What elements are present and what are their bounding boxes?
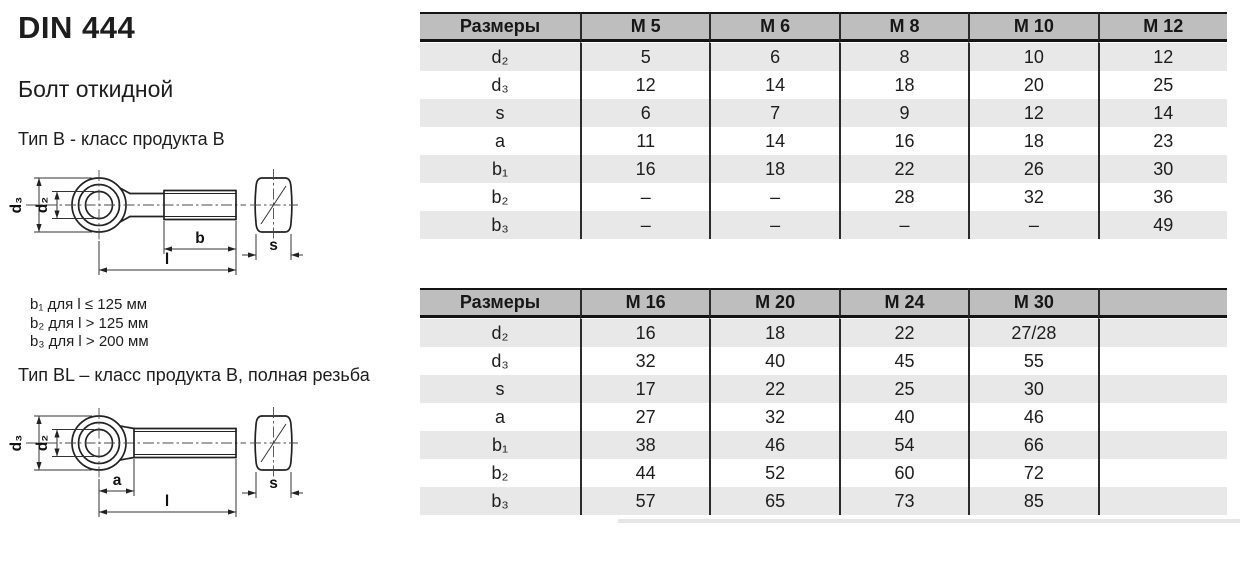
table-row: [420, 318, 1227, 347]
param-label: b₁: [420, 155, 580, 183]
page-title: DIN 444: [18, 10, 136, 45]
value-cell: 38: [580, 431, 709, 459]
column-header: M 8: [839, 12, 968, 42]
value-cell: 26: [968, 155, 1097, 183]
table-row: [420, 127, 1227, 155]
value-cell: 12: [1098, 42, 1227, 71]
param-label: d₂: [420, 318, 580, 347]
note-b2: b₂ для l > 125 мм: [30, 314, 149, 332]
value-cell: 22: [709, 375, 838, 403]
dimension-table-m5-m12: [420, 12, 1227, 239]
value-cell: 27: [580, 403, 709, 431]
param-label: a: [420, 127, 580, 155]
dim-label-l: l: [164, 251, 170, 268]
value-cell: 12: [580, 71, 709, 99]
value-cell: –: [968, 211, 1097, 239]
value-cell: 40: [839, 403, 968, 431]
value-cell: [1098, 459, 1227, 487]
type-b-drawing: [4, 157, 304, 279]
value-cell: –: [709, 211, 838, 239]
param-label: b₁: [420, 431, 580, 459]
value-cell: 52: [709, 459, 838, 487]
value-cell: [1098, 375, 1227, 403]
value-cell: 20: [968, 71, 1097, 99]
type-b-heading: Тип B - класс продукта B: [18, 129, 225, 149]
column-header: M 30: [968, 288, 1097, 318]
table-row: [420, 487, 1227, 515]
param-label: d₃: [420, 347, 580, 375]
value-cell: 66: [968, 431, 1097, 459]
dim-label-a: a: [112, 472, 122, 489]
column-header: M 16: [580, 288, 709, 318]
value-cell: 14: [1098, 99, 1227, 127]
value-cell: –: [709, 183, 838, 211]
value-cell: 54: [839, 431, 968, 459]
value-cell: 46: [968, 403, 1097, 431]
value-cell: 18: [709, 155, 838, 183]
value-cell: 22: [839, 155, 968, 183]
note-b1: b₁ для l ≤ 125 мм: [30, 296, 148, 313]
value-cell: [1098, 318, 1227, 347]
value-cell: 85: [968, 487, 1097, 515]
table-row: [420, 211, 1227, 239]
value-cell: 8: [839, 42, 968, 71]
value-cell: 65: [709, 487, 838, 515]
table-row: [420, 375, 1227, 403]
value-cell: –: [580, 211, 709, 239]
value-cell: 18: [968, 127, 1097, 155]
value-cell: 49: [1098, 211, 1227, 239]
thread-length-notes: [30, 296, 149, 352]
value-cell: 11: [580, 127, 709, 155]
column-header: M 12: [1098, 12, 1227, 42]
value-cell: 9: [839, 99, 968, 127]
value-cell: [1098, 431, 1227, 459]
table-row: [420, 459, 1227, 487]
value-cell: 12: [968, 99, 1097, 127]
value-cell: 28: [839, 183, 968, 211]
value-cell: 36: [1098, 183, 1227, 211]
dim-label-d2: d₂: [34, 434, 51, 452]
value-cell: 25: [839, 375, 968, 403]
value-cell: 55: [968, 347, 1097, 375]
value-cell: 25: [1098, 71, 1227, 99]
param-label: s: [420, 99, 580, 127]
value-cell: 23: [1098, 127, 1227, 155]
param-label: b₂: [420, 459, 580, 487]
value-cell: 14: [709, 71, 838, 99]
value-cell: 44: [580, 459, 709, 487]
value-cell: 72: [968, 459, 1097, 487]
value-cell: 16: [839, 127, 968, 155]
param-label: b₃: [420, 211, 580, 239]
value-cell: 40: [709, 347, 838, 375]
column-header: [1098, 288, 1227, 318]
table-row: [420, 347, 1227, 375]
dim-label-b: b: [195, 230, 205, 247]
column-header: M 10: [968, 12, 1097, 42]
value-cell: 30: [968, 375, 1097, 403]
param-label: s: [420, 375, 580, 403]
value-cell: 16: [580, 318, 709, 347]
param-label: d₃: [420, 71, 580, 99]
param-label: a: [420, 403, 580, 431]
value-cell: 32: [968, 183, 1097, 211]
scan-artifact-line: [618, 519, 1240, 523]
value-cell: 5: [580, 42, 709, 71]
value-cell: 7: [709, 99, 838, 127]
table-row: [420, 403, 1227, 431]
table-row: [420, 42, 1227, 71]
value-cell: 60: [839, 459, 968, 487]
column-header: Размеры: [420, 288, 580, 318]
dim-label-s: s: [269, 475, 278, 492]
product-name: Болт откидной: [18, 76, 174, 102]
value-cell: 73: [839, 487, 968, 515]
value-cell: [1098, 347, 1227, 375]
dimension-table-m16-m30: [420, 288, 1227, 515]
value-cell: 10: [968, 42, 1097, 71]
param-label: b₃: [420, 487, 580, 515]
table-row: [420, 183, 1227, 211]
value-cell: 14: [709, 127, 838, 155]
value-cell: 27/28: [968, 318, 1097, 347]
param-label: d₂: [420, 42, 580, 71]
value-cell: –: [839, 211, 968, 239]
value-cell: 18: [709, 318, 838, 347]
column-header: M 20: [709, 288, 838, 318]
value-cell: 46: [709, 431, 838, 459]
value-cell: 32: [580, 347, 709, 375]
type-bl-drawing: [4, 395, 304, 521]
dim-label-s: s: [269, 237, 278, 254]
value-cell: 16: [580, 155, 709, 183]
param-label: b₂: [420, 183, 580, 211]
dim-label-d3: d₃: [8, 196, 25, 214]
value-cell: [1098, 403, 1227, 431]
value-cell: 22: [839, 318, 968, 347]
column-header: M 6: [709, 12, 838, 42]
table-row: [420, 155, 1227, 183]
value-cell: 18: [839, 71, 968, 99]
value-cell: 6: [580, 99, 709, 127]
value-cell: 57: [580, 487, 709, 515]
dim-label-l: l: [164, 493, 170, 510]
value-cell: 17: [580, 375, 709, 403]
column-header: M 5: [580, 12, 709, 42]
value-cell: 6: [709, 42, 838, 71]
type-bl-heading: Тип BL – класс продукта B, полная резьба: [18, 365, 370, 385]
column-header: Размеры: [420, 12, 580, 42]
note-b3: b₃ для l > 200 мм: [30, 333, 149, 350]
table-row: [420, 99, 1227, 127]
value-cell: 32: [709, 403, 838, 431]
value-cell: –: [580, 183, 709, 211]
column-header: M 24: [839, 288, 968, 318]
value-cell: 30: [1098, 155, 1227, 183]
table-row: [420, 71, 1227, 99]
table-row: [420, 431, 1227, 459]
value-cell: [1098, 487, 1227, 515]
value-cell: 45: [839, 347, 968, 375]
dim-label-d2: d₂: [34, 196, 51, 214]
dim-label-d3: d₃: [8, 434, 25, 452]
